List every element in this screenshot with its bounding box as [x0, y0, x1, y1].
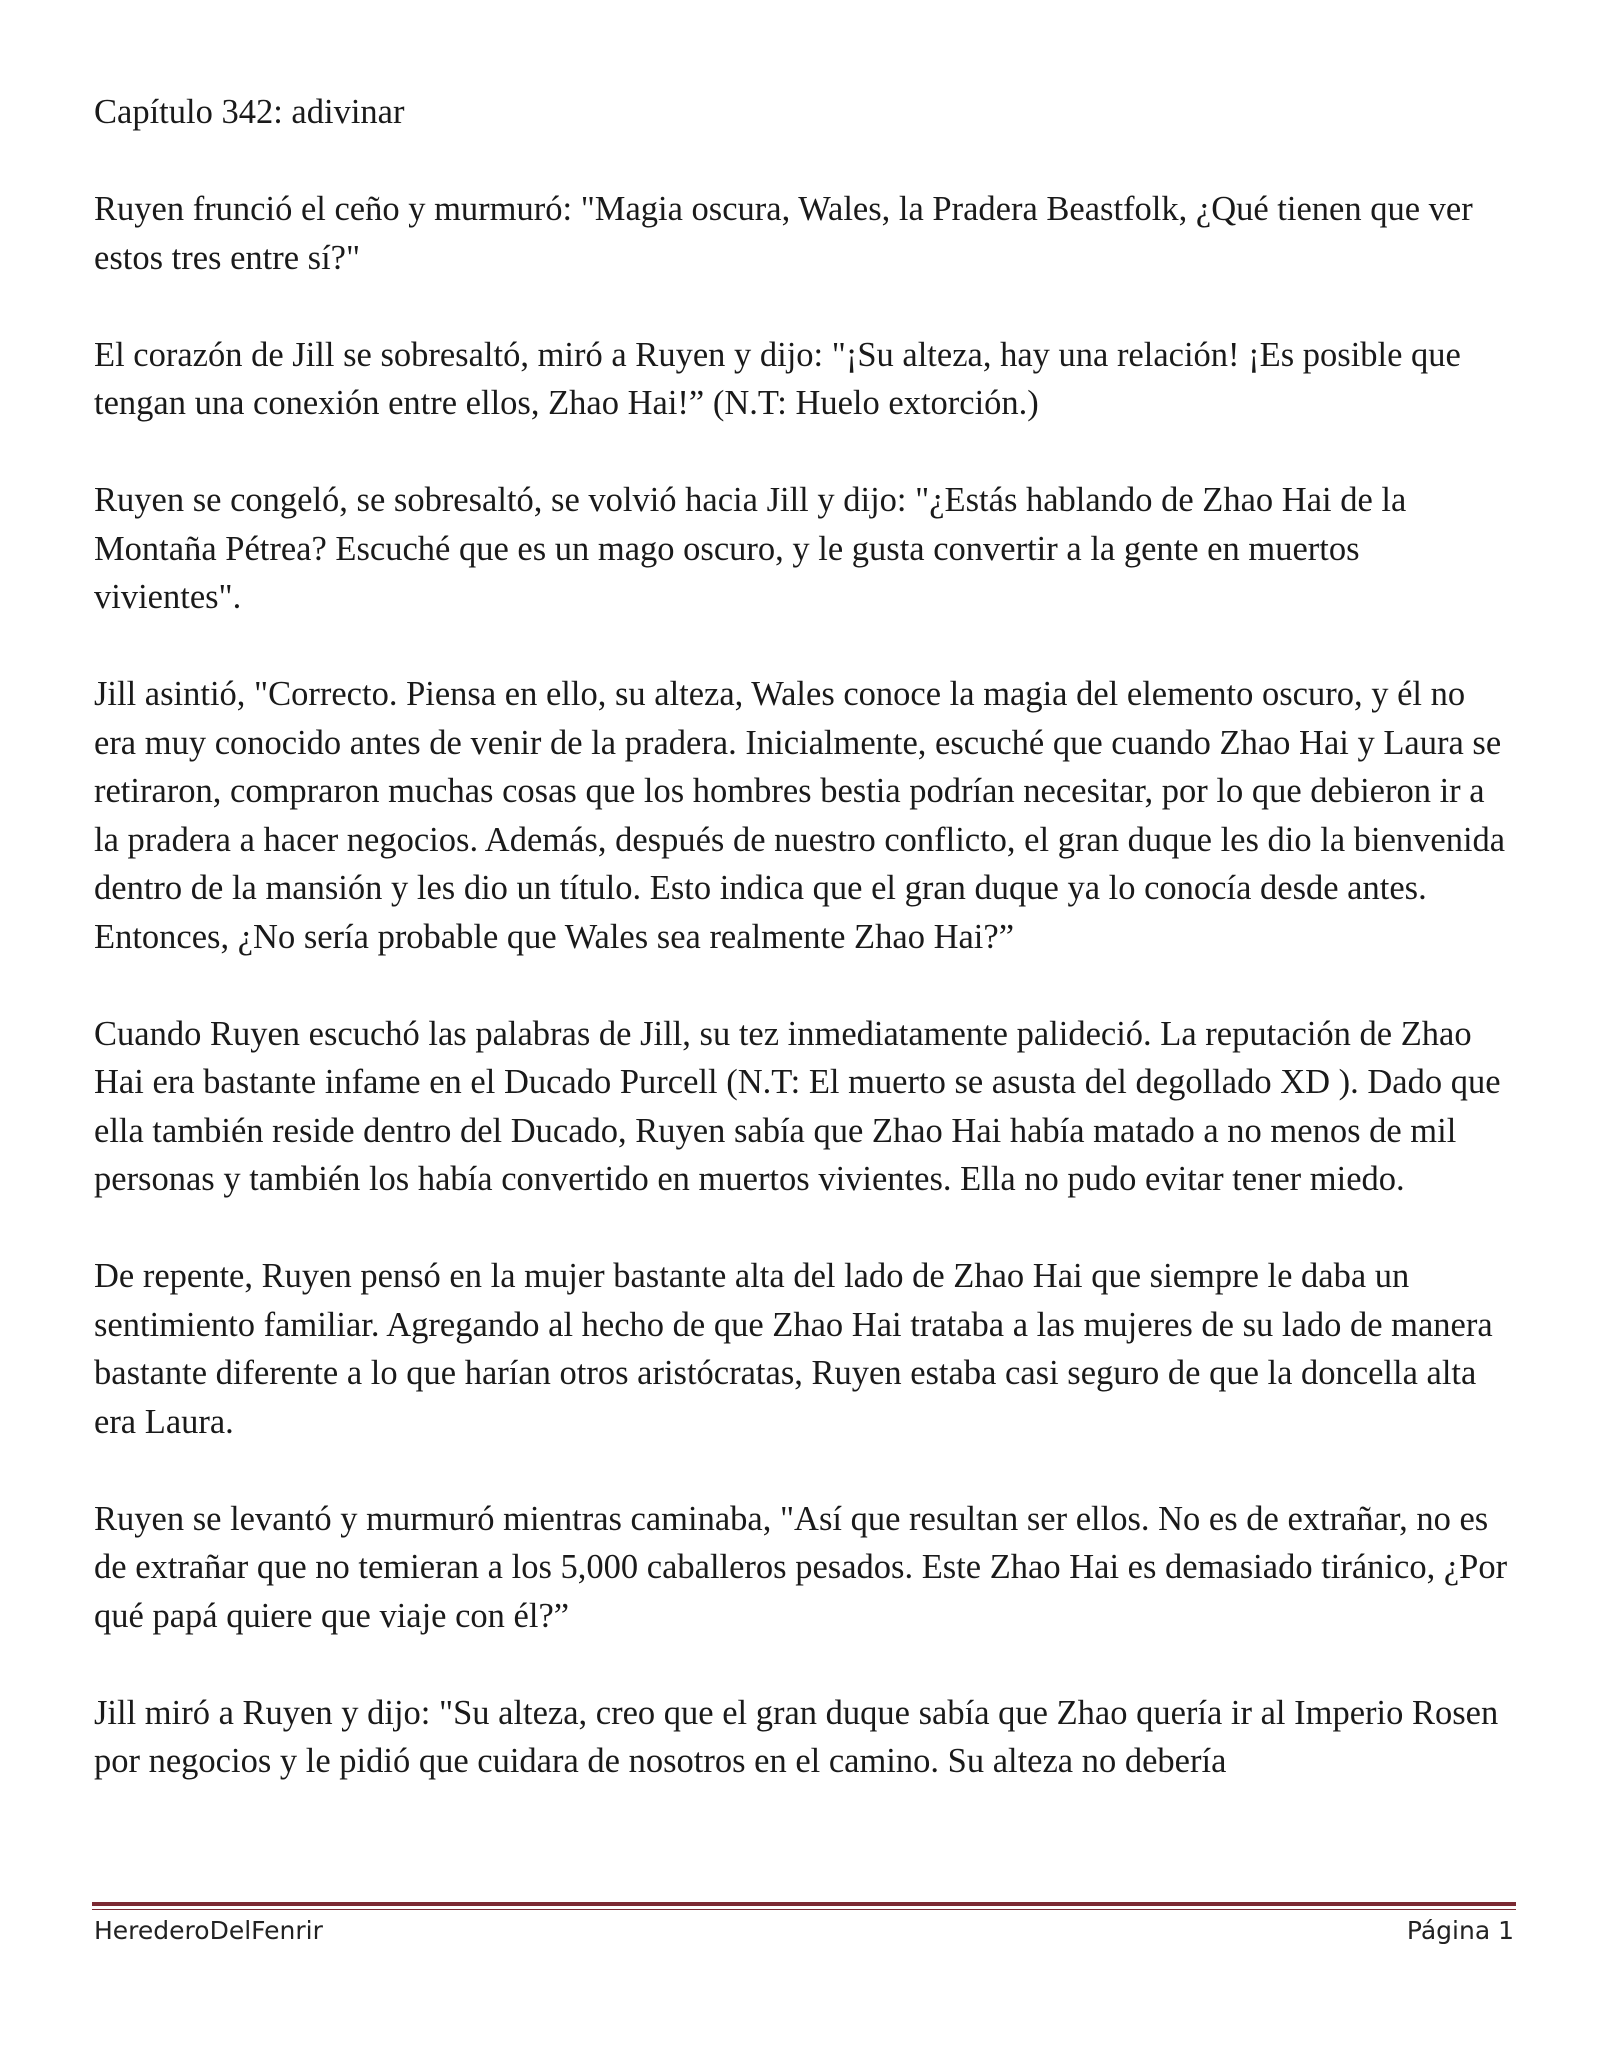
footer-divider — [92, 1902, 1516, 1906]
paragraph-2: El corazón de Jill se sobresaltó, miró a Ruyen y dijo: "¡Su alteza, hay una relación! ¡Es posible que tengan una conexión entre ellos, Zhao Hai!” (N.T: Huelo extorción.) — [94, 335, 1461, 422]
footer-author: HerederoDelFenrir — [94, 1916, 323, 1945]
paragraph-1: Ruyen frunció el ceño y murmuró: "Magia oscura, Wales, la Pradera Beastfolk, ¿Qué tienen que ver estos tres entre sí?" — [94, 190, 1473, 277]
paragraph-6: De repente, Ruyen pensó en la mujer bastante alta del lado de Zhao Hai que siempre le daba un sentimiento familiar. Agregando al hecho de que Zhao Hai trataba a las mujeres de su lado de manera bastante diferente a lo que harían otros aristócratas, Ruyen estaba casi seguro de que la doncella alta era Laura. — [94, 1257, 1493, 1441]
paragraph-8: Jill miró a Ruyen y dijo: "Su alteza, creo que el gran duque sabía que Zhao quería ir al Imperio Rosen por negocios y le pidió que cuidara de nosotros en el camino. Su alteza no debería — [94, 1693, 1499, 1780]
footer-divider-thin — [92, 1909, 1516, 1910]
paragraph-4: Jill asintió, "Correcto. Piensa en ello, su alteza, Wales conoce la magia del elemento oscuro, y él no era muy conocido antes de venir de la pradera. Inicialmente, escuché que cuando Zhao Hai y Laura se retiraron, compraron muchas cosas que los hombres bestia podrían necesitar, por lo que debieron ir a la pradera a hacer negocios. Además, después de nuestro conflicto, el gran duque les dio la bienvenida dentro de la mansión y les dio un título. Esto indica que el gran duque ya lo conocía desde antes. Entonces, ¿No sería probable que Wales sea realmente Zhao Hai?” — [94, 675, 1506, 956]
document-body — [94, 88, 1514, 1834]
paragraph-3: Ruyen se congeló, se sobresaltó, se volvió hacia Jill y dijo: "¿Estás hablando de Zhao Hai de la Montaña Pétrea? Escuché que es un mago oscuro, y le gusta convertir a la gente en muertos vivientes". — [94, 481, 1407, 616]
paragraph-5: Cuando Ruyen escuchó las palabras de Jill, su tez inmediatamente palideció. La reputación de Zhao Hai era bastante infame en el Ducado Purcell (N.T: El muerto se asusta del degollado XD ). Dado que ella también reside dentro del Ducado, Ruyen sabía que Zhao Hai había matado a no menos de mil personas y también los había convertido en muertos vivientes. Ella no pudo evitar tener miedo. — [94, 1014, 1501, 1198]
paragraph-7: Ruyen se levantó y murmuró mientras caminaba, "Así que resultan ser ellos. No es de extrañar, no es de extrañar que no temieran a los 5,000 caballeros pesados. Este Zhao Hai es demasiado tiránico, ¿Por qué papá quiere que viaje con él?” — [94, 1499, 1508, 1635]
footer-page-number: Página 1 — [1406, 1916, 1514, 1945]
chapter-title: Capítulo 342: adivinar — [94, 93, 405, 131]
